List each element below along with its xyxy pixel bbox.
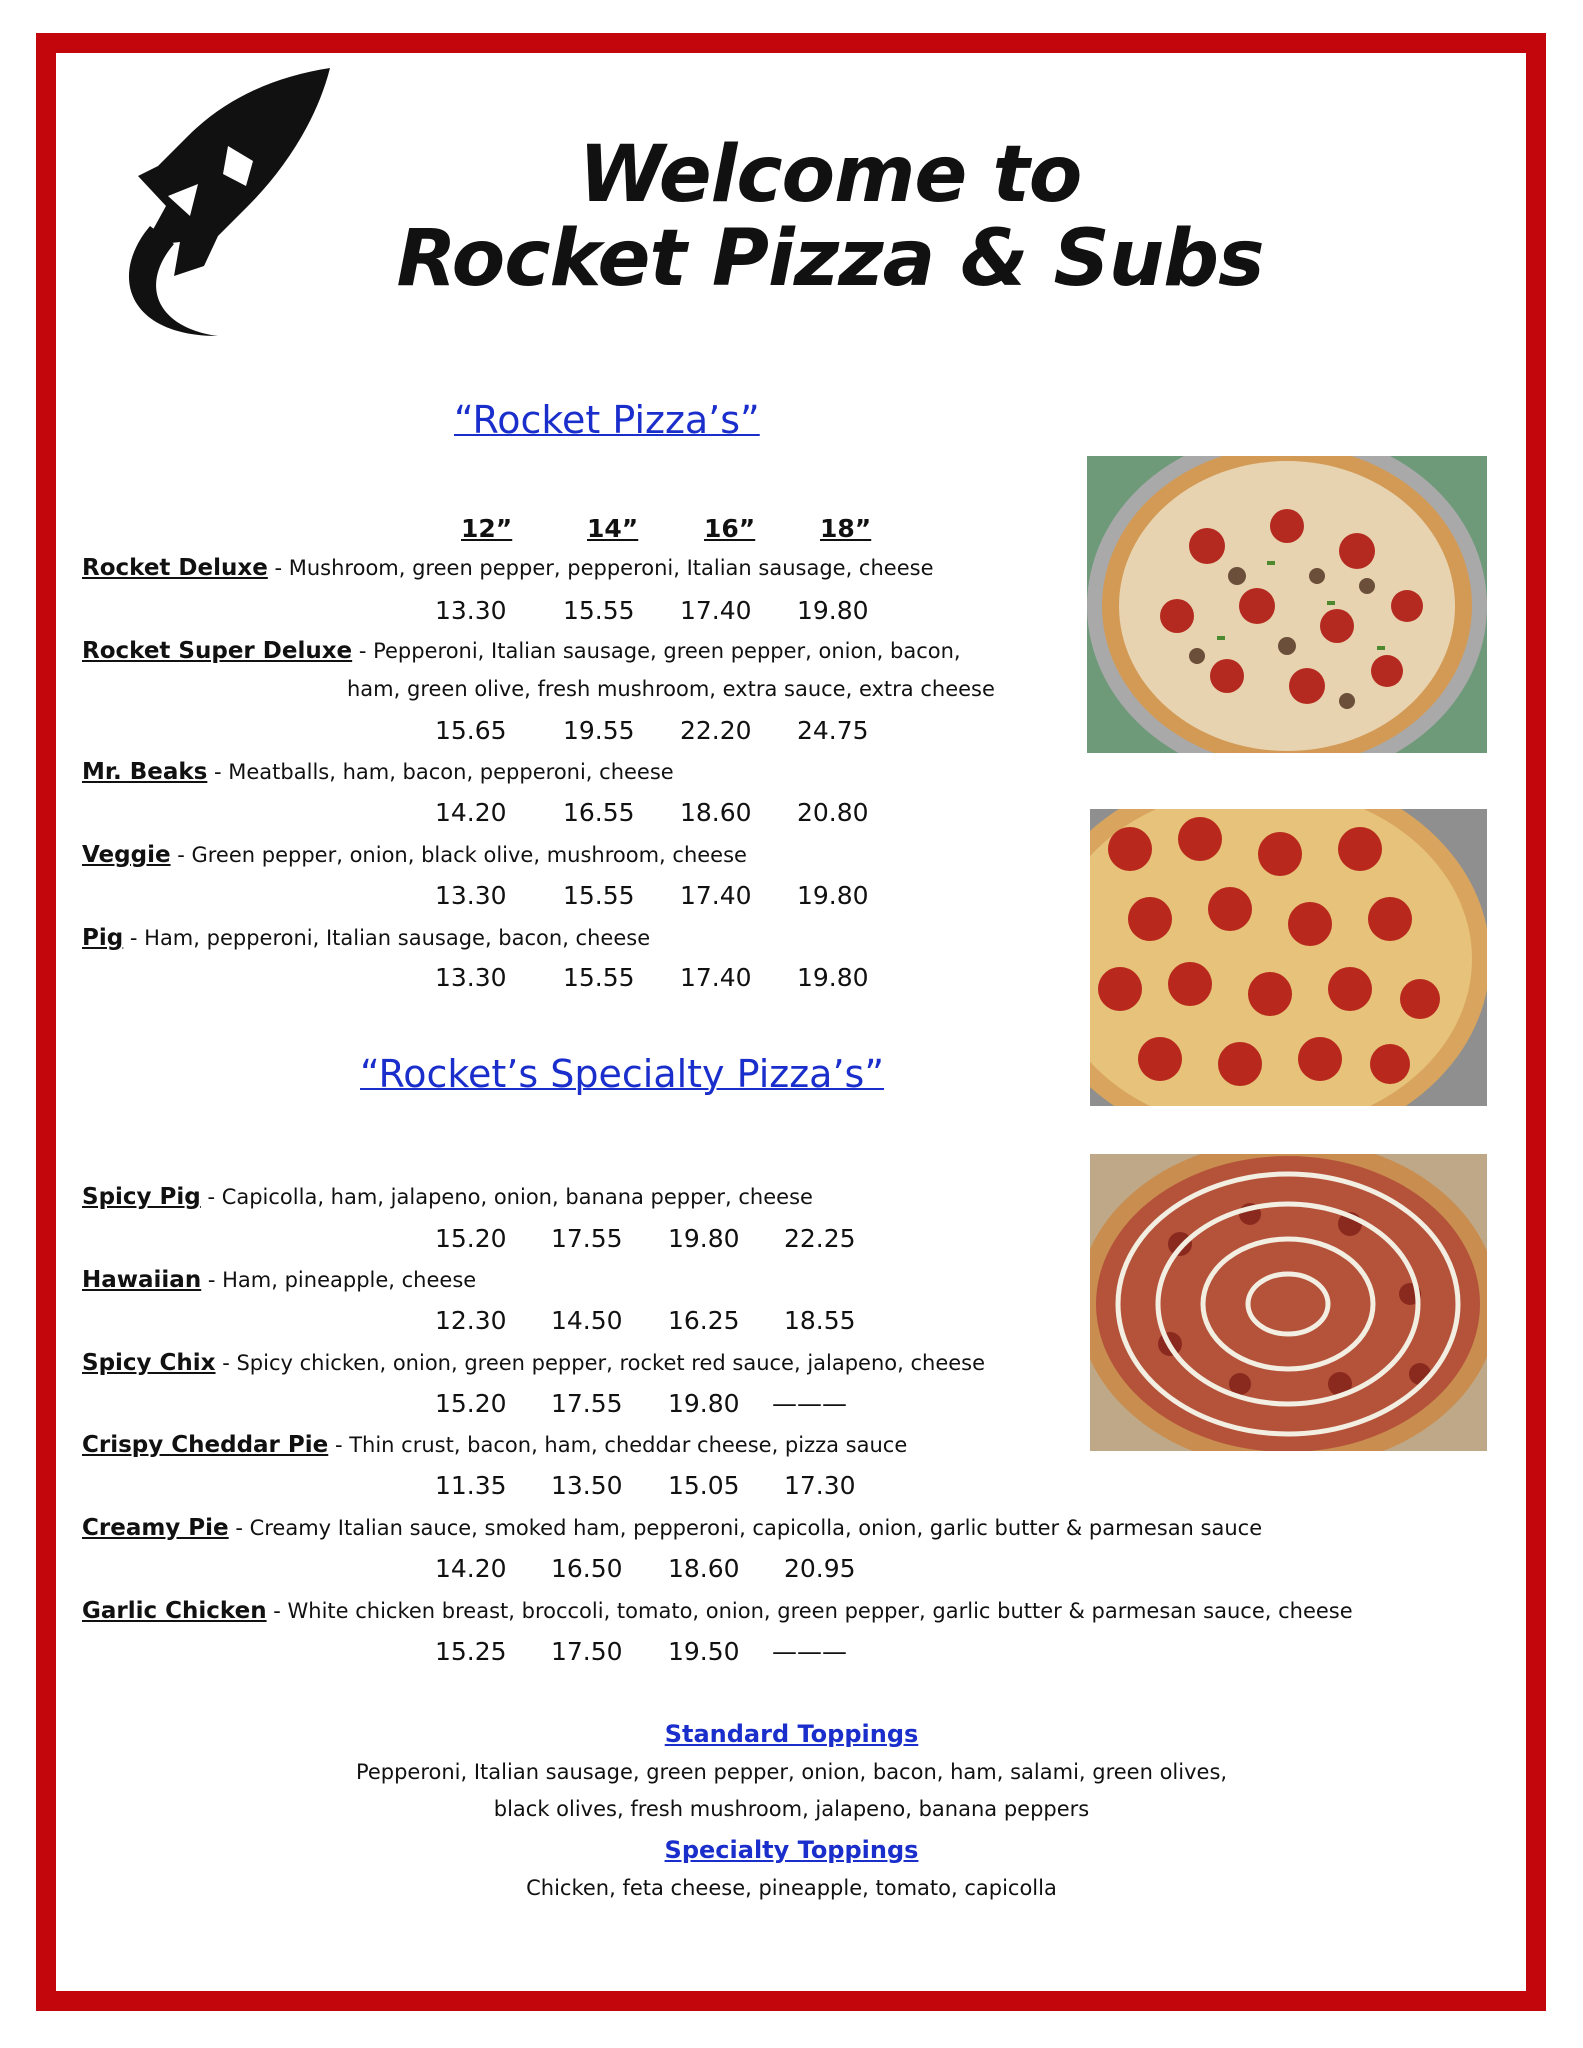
supreme-pizza-photo	[1087, 456, 1487, 753]
price: 19.50	[668, 1637, 740, 1666]
price: 24.75	[797, 716, 869, 745]
item-name: Spicy Chix	[82, 1350, 216, 1376]
specialty-toppings-line: Chicken, feta cheese, pineapple, tomato, capicolla	[526, 1876, 1057, 1900]
item-desc: - White chicken breast, broccoli, tomato, onion, green pepper, garlic butter & parmesan sauce, cheese	[266, 1599, 1353, 1623]
item-desc: - Meatballs, ham, bacon, pepperoni, cheese	[207, 760, 674, 784]
price: 18.60	[668, 1554, 740, 1583]
price: 17.30	[784, 1471, 856, 1500]
specialty-toppings-heading: Specialty Toppings	[664, 1836, 919, 1864]
price: 15.20	[435, 1224, 507, 1253]
size-header-18: 18”	[820, 514, 872, 543]
menu-item-pig	[82, 925, 650, 951]
item-desc: - Thin crust, bacon, ham, cheddar cheese, pizza sauce	[328, 1433, 908, 1457]
price: 13.30	[435, 596, 507, 625]
menu-item-rocket-super-deluxe	[82, 638, 961, 664]
section-heading-rocket-pizzas: “Rocket Pizza’s”	[454, 398, 760, 442]
section-heading-specialty-pizzas: “Rocket’s Specialty Pizza’s”	[360, 1052, 885, 1096]
item-name: Mr. Beaks	[82, 759, 208, 785]
price: 13.30	[435, 881, 507, 910]
item-name: Pig	[82, 925, 124, 951]
price: 13.50	[551, 1471, 623, 1500]
menu-item-mr-beaks	[82, 759, 674, 785]
price: 22.25	[784, 1224, 856, 1253]
item-desc: - Green pepper, onion, black olive, mushroom, cheese	[170, 843, 747, 867]
price: 22.20	[680, 716, 752, 745]
item-desc: - Ham, pineapple, cheese	[201, 1268, 477, 1292]
standard-toppings-heading: Standard Toppings	[664, 1720, 919, 1748]
title-line-1: Welcome to	[578, 130, 1082, 220]
menu-item-spicy-pig	[82, 1184, 813, 1210]
price: 15.65	[435, 716, 507, 745]
size-header-14: 14”	[587, 514, 639, 543]
price: 13.30	[435, 963, 507, 992]
item-name: Crispy Cheddar Pie	[82, 1432, 329, 1458]
price: 17.55	[551, 1389, 623, 1418]
size-header-12: 12”	[461, 514, 513, 543]
price: 19.55	[563, 716, 635, 745]
menu-item-creamy-pie	[82, 1515, 1262, 1541]
item-desc-continued: ham, green olive, fresh mushroom, extra sauce, extra cheese	[347, 677, 995, 701]
price: ———	[772, 1389, 847, 1418]
price: 16.55	[563, 798, 635, 827]
price: 12.30	[435, 1306, 507, 1335]
price: 15.55	[563, 881, 635, 910]
menu-item-crispy-cheddar-pie	[82, 1432, 907, 1458]
price: 19.80	[797, 881, 869, 910]
price: 14.20	[435, 1554, 507, 1583]
item-desc: - Mushroom, green pepper, pepperoni, Italian sausage, cheese	[267, 556, 934, 580]
price: 14.50	[551, 1306, 623, 1335]
title-line-2: Rocket Pizza & Subs	[396, 214, 1264, 304]
price: 17.55	[551, 1224, 623, 1253]
item-name: Rocket Deluxe	[82, 555, 268, 581]
item-name: Creamy Pie	[82, 1515, 229, 1541]
item-desc: - Pepperoni, Italian sausage, green pepper, onion, bacon,	[352, 639, 961, 663]
price: 15.20	[435, 1389, 507, 1418]
price: ———	[772, 1637, 847, 1666]
price: 14.20	[435, 798, 507, 827]
price: 17.40	[680, 596, 752, 625]
size-header-16: 16”	[704, 514, 756, 543]
price: 16.50	[551, 1554, 623, 1583]
item-name: Veggie	[82, 842, 171, 868]
price: 17.50	[551, 1637, 623, 1666]
item-name: Spicy Pig	[82, 1184, 201, 1210]
item-desc: - Ham, pepperoni, Italian sausage, bacon, cheese	[123, 926, 651, 950]
price: 17.40	[680, 881, 752, 910]
price: 19.80	[668, 1389, 740, 1418]
item-name: Rocket Super Deluxe	[82, 638, 353, 664]
menu-item-hawaiian	[82, 1267, 476, 1293]
item-desc: - Spicy chicken, onion, green pepper, rocket red sauce, jalapeno, cheese	[215, 1351, 986, 1375]
price: 17.40	[680, 963, 752, 992]
price: 19.80	[668, 1224, 740, 1253]
pepperoni-pizza-photo	[1090, 809, 1487, 1106]
menu-item-garlic-chicken	[82, 1598, 1353, 1624]
standard-toppings-line-1: Pepperoni, Italian sausage, green pepper, onion, bacon, ham, salami, green olives,	[355, 1760, 1228, 1784]
item-name: Hawaiian	[82, 1267, 202, 1293]
price: 20.95	[784, 1554, 856, 1583]
item-name: Garlic Chicken	[82, 1598, 267, 1624]
price: 20.80	[797, 798, 869, 827]
price: 18.55	[784, 1306, 856, 1335]
price: 15.55	[563, 963, 635, 992]
standard-toppings-line-2: black olives, fresh mushroom, jalapeno, banana peppers	[493, 1797, 1090, 1821]
price: 15.25	[435, 1637, 507, 1666]
menu-item-spicy-chix	[82, 1350, 985, 1376]
menu-item-veggie	[82, 842, 747, 868]
item-desc: - Capicolla, ham, jalapeno, onion, banana pepper, cheese	[200, 1185, 813, 1209]
item-desc: - Creamy Italian sauce, smoked ham, pepperoni, capicolla, onion, garlic butter & parmesan sauce	[228, 1516, 1263, 1540]
price: 15.55	[563, 596, 635, 625]
drizzled-pizza-photo	[1090, 1154, 1487, 1451]
rocket-logo-icon	[78, 66, 338, 346]
price: 16.25	[668, 1306, 740, 1335]
price: 11.35	[435, 1471, 507, 1500]
price: 19.80	[797, 963, 869, 992]
price: 18.60	[680, 798, 752, 827]
price: 15.05	[668, 1471, 740, 1500]
price: 19.80	[797, 596, 869, 625]
menu-item-rocket-deluxe	[82, 555, 934, 581]
